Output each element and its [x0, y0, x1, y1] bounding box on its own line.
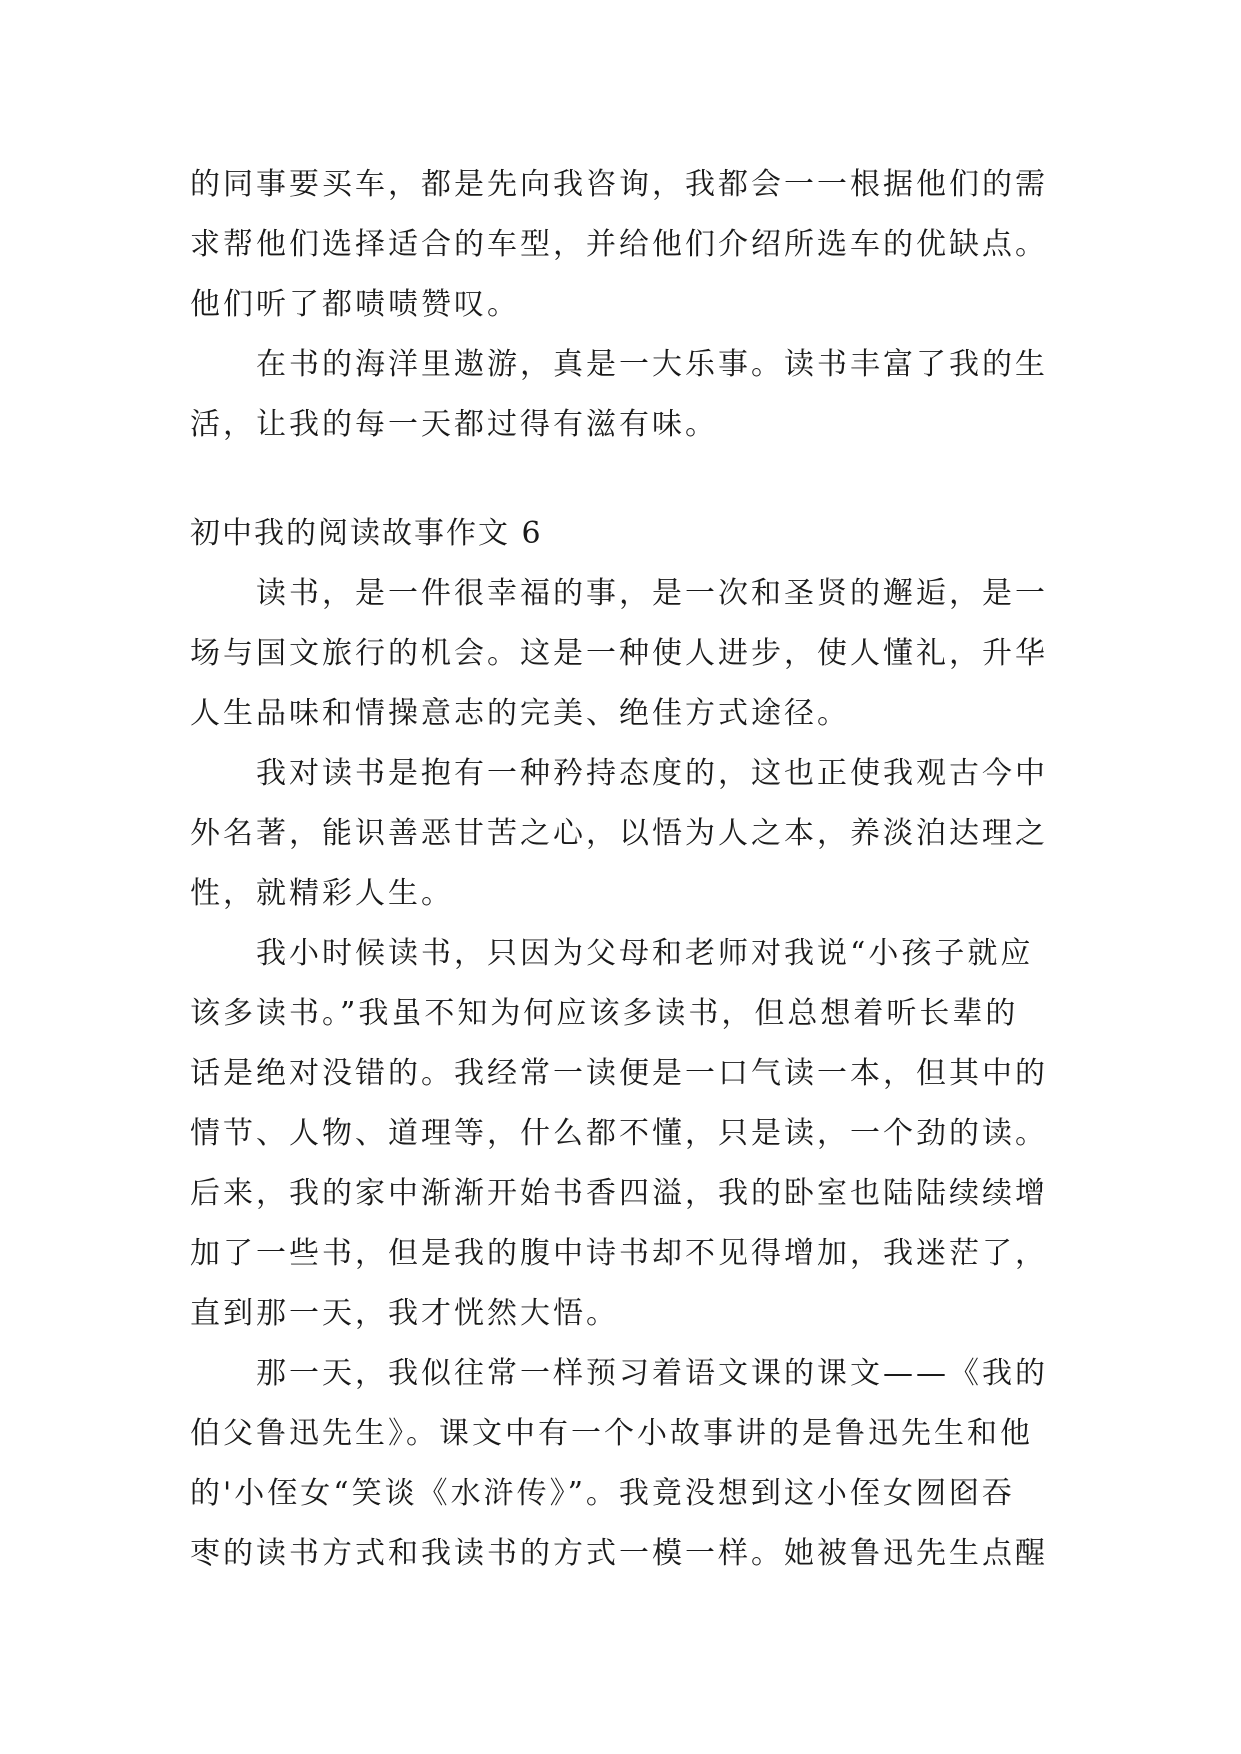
paragraph-line: 直到那一天，我才恍然大悟。 [190, 1296, 619, 1331]
paragraph-line: 枣的读书方式和我读书的方式一模一样。她被鲁迅先生点醒 [190, 1536, 1048, 1571]
paragraph-line: 我对读书是抱有一种矜持态度的，这也正使我观古今中 [256, 756, 1048, 791]
main-text-section [190, 564, 1070, 1584]
paragraph-line: 情节、人物、道理等，什么都不懂，只是读，一个劲的读。 [190, 1116, 1048, 1151]
paragraph-line: 该多读书。”我虽不知为何应该多读书，但总想着听长辈的 [190, 996, 1019, 1031]
paragraph-line: 加了一些书，但是我的腹中诗书却不见得增加，我迷茫了， [190, 1236, 1048, 1271]
paragraph-line: 的同事要买车，都是先向我咨询，我都会一一根据他们的需 [190, 167, 1048, 202]
paragraph-line: 的'小侄女“笑谈《水浒传》”。我竟没想到这小侄女囫囵吞 [190, 1476, 1015, 1511]
paragraph-line: 伯父鲁迅先生》。课文中有一个小故事讲的是鲁迅先生和他 [190, 1416, 1033, 1451]
section-heading: 初中我的阅读故事作文 6 [190, 516, 543, 551]
paragraph-line: 我小时候读书，只因为父母和老师对我说“小孩子就应 [256, 936, 1034, 971]
paragraph-line: 求帮他们选择适合的车型，并给他们介绍所选车的优缺点。 [190, 227, 1048, 262]
paragraph-line: 活，让我的每一天都过得有滋有味。 [190, 407, 718, 442]
paragraph-line: 后来，我的家中渐渐开始书香四溢，我的卧室也陆陆续续增 [190, 1176, 1048, 1211]
paragraph-line: 他们听了都啧啧赞叹。 [190, 287, 520, 322]
paragraph-line: 人生品味和情操意志的完美、绝佳方式途径。 [190, 696, 850, 731]
paragraph-line: 外名著，能识善恶甘苦之心，以悟为人之本，养淡泊达理之 [190, 816, 1048, 851]
paragraph-line: 场与国文旅行的机会。这是一种使人进步，使人懂礼，升华 [190, 636, 1048, 671]
paragraph-line: 话是绝对没错的。我经常一读便是一口气读一本，但其中的 [190, 1056, 1048, 1091]
paragraph-line: 在书的海洋里遨游，真是一大乐事。读书丰富了我的生 [256, 347, 1048, 382]
paragraph-line: 那一天，我似往常一样预习着语文课的课文——《我的 [256, 1356, 1048, 1391]
top-text-section [190, 155, 1070, 455]
paragraph-line: 性，就精彩人生。 [190, 876, 454, 911]
paragraph-line: 读书，是一件很幸福的事，是一次和圣贤的邂逅，是一 [256, 576, 1048, 611]
